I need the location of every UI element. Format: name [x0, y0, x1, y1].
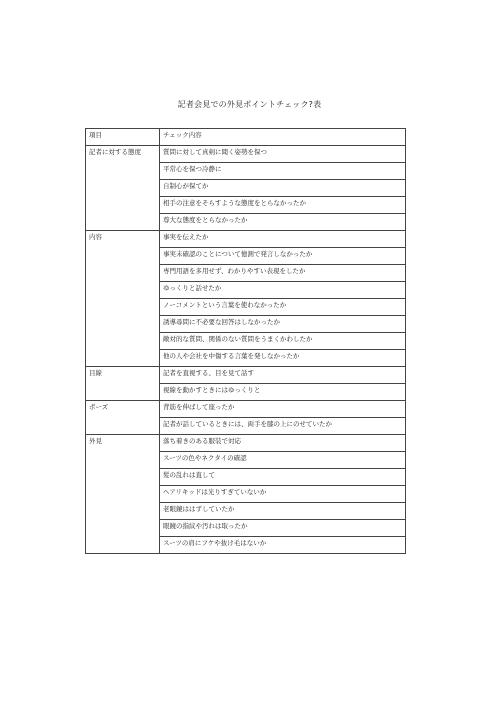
column-header-check: チェック内容 — [160, 129, 406, 146]
checklist-table — [85, 128, 406, 554]
table-row — [86, 401, 406, 418]
checklist-body — [86, 146, 406, 554]
check-item-cell: 記者が話しているときには、両手を膝の上にのせていたか — [160, 418, 406, 435]
check-item-cell: 平常心を保つ冷静に — [160, 163, 406, 180]
check-item-cell: 専門用語を多用せず、わかりやすい表現をしたか — [160, 265, 406, 282]
category-cell: 外見 — [86, 435, 160, 554]
table-row — [86, 435, 406, 452]
category-cell: ポーズ — [86, 401, 160, 435]
check-item-cell: 誘導尋問に不必要な回答はしなかったか — [160, 316, 406, 333]
column-header-category: 項目 — [86, 129, 160, 146]
check-item-cell: 背筋を伸ばして座ったか — [160, 401, 406, 418]
check-item-cell: スーツの色やネクタイの確認 — [160, 452, 406, 469]
table-row — [86, 231, 406, 248]
check-item-cell: 事実を伝えたか — [160, 231, 406, 248]
check-item-cell: 尊大な態度をとらなかったか — [160, 214, 406, 231]
check-item-cell: 他の人や会社を中傷する言葉を発しなかったか — [160, 350, 406, 367]
check-item-cell: 敵対的な質問、関係のない質問をうまくかわしたか — [160, 333, 406, 350]
category-cell: 記者に対する態度 — [86, 146, 160, 231]
header-row — [86, 129, 406, 146]
check-item-cell: 事実未確認のことについて憶測で発言しなかったか — [160, 248, 406, 265]
check-item-cell: 記者を直視する、目を見て話す — [160, 367, 406, 384]
check-item-cell: スーツの肩にフケや抜け毛はないか — [160, 537, 406, 554]
check-item-cell: 髪の乱れは直して — [160, 469, 406, 486]
check-item-cell: 自制心が保てか — [160, 180, 406, 197]
check-item-cell: 老眼鏡ははずしていたか — [160, 503, 406, 520]
check-item-cell: 相手の注意をそらすような態度をとらなかったか — [160, 197, 406, 214]
category-cell: 目線 — [86, 367, 160, 401]
check-item-cell: ノーコメントという言葉を使わなかったか — [160, 299, 406, 316]
table-row — [86, 367, 406, 384]
check-item-cell: 落ち着きのある服装で対応 — [160, 435, 406, 452]
page-title: 記者会見での外見ポイントチェック?表 — [177, 100, 322, 109]
category-cell: 内容 — [86, 231, 160, 367]
check-item-cell: 視線を動かすときにはゆっくりと — [160, 384, 406, 401]
check-item-cell: ヘアリキッドは光りすぎていないか — [160, 486, 406, 503]
check-item-cell: 質問に対して真剣に聞く姿勢を保つ — [160, 146, 406, 163]
check-item-cell: 眼鏡の指紋や汚れは取ったか — [160, 520, 406, 537]
check-item-cell: ゆっくりと話せたか — [160, 282, 406, 299]
table-row — [86, 146, 406, 163]
